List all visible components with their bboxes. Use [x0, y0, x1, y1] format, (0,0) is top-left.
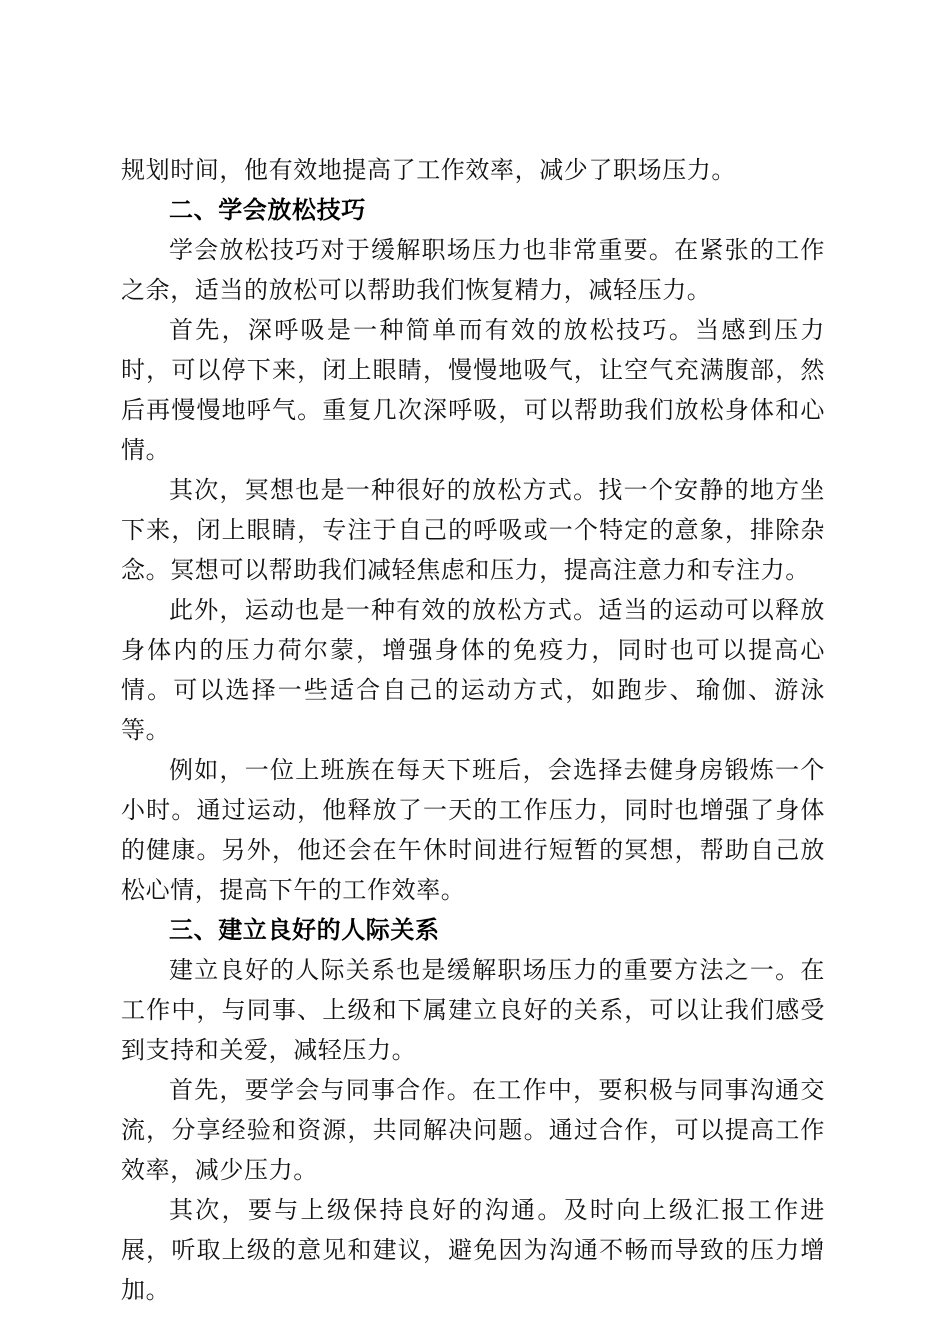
- paragraph-continuation: 规划时间，他有效地提高了工作效率，减少了职场压力。: [121, 156, 736, 184]
- paragraph-exercise: 此外，运动也是一种有效的放松方式。适当的运动可以释放身体内的压力荷尔蒙，增强身体的免疫力，同时也可以提高心情。可以选择一些适合自己的运动方式，如跑步、瑜伽、游泳等。: [121, 596, 825, 744]
- paragraph-meditation: 其次，冥想也是一种很好的放松方式。找一个安静的地方坐下来，闭上眼睛，专注于自己的呼吸或一个特定的意象，排除杂念。冥想可以帮助我们减轻焦虑和压力，提高注意力和专注力。: [121, 476, 825, 584]
- section-heading-relationships: 三、建立良好的人际关系: [169, 916, 440, 944]
- section-heading-relaxation: 二、学会放松技巧: [169, 196, 366, 224]
- paragraph-relaxation-intro: 学会放松技巧对于缓解职场压力也非常重要。在紧张的工作之余，适当的放松可以帮助我们恢复精力，减轻压力。: [121, 236, 825, 304]
- paragraph-example: 例如，一位上班族在每天下班后，会选择去健身房锻炼一个小时。通过运动，他释放了一天的工作压力，同时也增强了身体的健康。另外，他还会在午休时间进行短暂的冥想，帮助自己放松心情，提高下午的工作效率。: [121, 756, 825, 904]
- paragraph-relationships-intro: 建立良好的人际关系也是缓解职场压力的重要方法之一。在工作中，与同事、上级和下属建立良好的关系，可以让我们感受到支持和关爱，减轻压力。: [121, 956, 825, 1064]
- paragraph-communication: 其次，要与上级保持良好的沟通。及时向上级汇报工作进展，听取上级的意见和建议，避免因为沟通不畅而导致的压力增加。: [121, 1196, 825, 1304]
- paragraph-cooperation: 首先，要学会与同事合作。在工作中，要积极与同事沟通交流，分享经验和资源，共同解决问题。通过合作，可以提高工作效率，减少压力。: [121, 1076, 825, 1184]
- paragraph-deep-breathing: 首先，深呼吸是一种简单而有效的放松技巧。当感到压力时，可以停下来，闭上眼睛，慢慢地吸气，让空气充满腹部，然后再慢慢地呼气。重复几次深呼吸，可以帮助我们放松身体和心情。: [121, 316, 825, 464]
- document-body: [121, 150, 825, 1310]
